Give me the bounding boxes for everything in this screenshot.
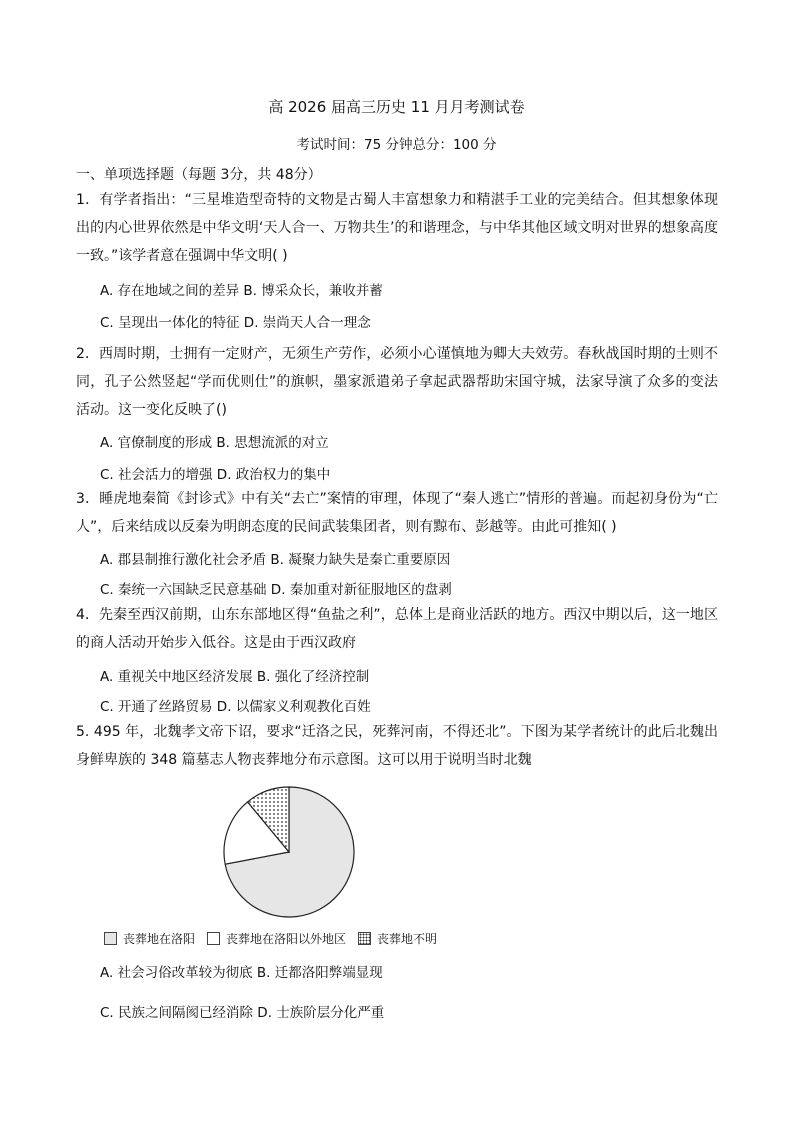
section-heading: 一、单项选择题（每题 3分，共 48分） bbox=[76, 167, 322, 183]
legend-label-outside: 丧葬地在洛阳以外地区 bbox=[226, 932, 347, 946]
question-4-options-row2: C. 开通了丝路贸易 D. 以儒家义利观教化百姓 bbox=[100, 699, 371, 715]
question-3-options-row2: C. 秦统一六国缺乏民意基础 D. 秦加重对新征服地区的盘剥 bbox=[100, 582, 452, 598]
pie-slice-luoyang bbox=[225, 787, 354, 917]
legend-swatch-unknown bbox=[358, 932, 371, 945]
question-1-options-row1: A. 存在地域之间的差异 B. 博采众长，兼收并蓄 bbox=[100, 283, 383, 299]
question-3-options-row1: A. 郡县制推行激化社会矛盾 B. 凝聚力缺失是秦亡重要原因 bbox=[100, 552, 451, 568]
pie-legend bbox=[104, 930, 437, 947]
legend-swatch-luoyang bbox=[104, 932, 117, 945]
question-5-options-row1: A. 社会习俗改革较为彻底 B. 迁都洛阳弊端显现 bbox=[100, 965, 383, 981]
question-5-stem: 5. 495 年，北魏孝文帝下诏，要求“迁洛之民，死葬河南，不得还北”。下图为某学者统计的此后北魏出身鲜卑族的 348 篇墓志人物丧葬地分布示意图。这可以用于说明当时北魏 bbox=[76, 724, 718, 768]
question-2-options-row2: C. 社会活力的增强 D. 政治权力的集中 bbox=[100, 467, 331, 483]
question-2-stem: 2．西周时期，士拥有一定财产，无须生产劳作，必须小心谨慎地为卿大夫效劳。春秋战国时期的士则不同，孔子公然竖起“学而优则仕”的旗帜，墨家派遣弟子拿起武器帮助宋国守城，法家导演了众多的变法活动。这一变化反映了() bbox=[76, 346, 718, 418]
pie-slice-unknown bbox=[248, 787, 289, 852]
question-5-options-row2: C. 民族之间隔阂已经消除 D. 士族阶层分化严重 bbox=[100, 1005, 385, 1021]
legend-label-luoyang: 丧葬地在洛阳 bbox=[123, 932, 196, 946]
paper-subtitle: 考试时间：75 分钟总分：100 分 bbox=[296, 137, 497, 153]
paper-title: 高 2026 届高三历史 11 月月考测试卷 bbox=[268, 98, 525, 116]
question-4-stem: 4．先秦至西汉前期，山东东部地区得“鱼盐之利”，总体上是商业活跃的地方。西汉中期以后，这一地区的商人活动开始步入低谷。这是由于西汉政府 bbox=[76, 607, 718, 651]
legend-label-unknown: 丧葬地不明 bbox=[377, 932, 438, 946]
question-4-options-row1: A. 重视关中地区经济发展 B. 强化了经济控制 bbox=[100, 669, 370, 685]
question-3-stem: 3．睡虎地秦简《封诊式》中有关“去亡”案情的审理，体现了“秦人逃亡”情形的普遍。而起初身份为“亡人”，后来结成以反秦为明朗态度的民间武装集团者，则有黥布、彭越等。由此可推知( ) bbox=[76, 491, 718, 535]
question-1-options-row2: C. 呈现出一体化的特征 D. 崇尚天人合一理念 bbox=[100, 315, 371, 331]
pie-slice-outside bbox=[224, 802, 289, 864]
question-1-stem: 1．有学者指出：“三星堆造型奇特的文物是古蜀人丰富想象力和精湛手工业的完美结合。但其想象体现出的内心世界依然是中华文明‘天人合一、万物共生’的和谐理念，与中华其他区域文明对世界的想象高度一致。”该学者意在强调中华文明( ) bbox=[76, 192, 718, 264]
legend-swatch-outside bbox=[207, 932, 220, 945]
question-2-options-row1: A. 官僚制度的形成 B. 思想流派的对立 bbox=[100, 435, 329, 451]
